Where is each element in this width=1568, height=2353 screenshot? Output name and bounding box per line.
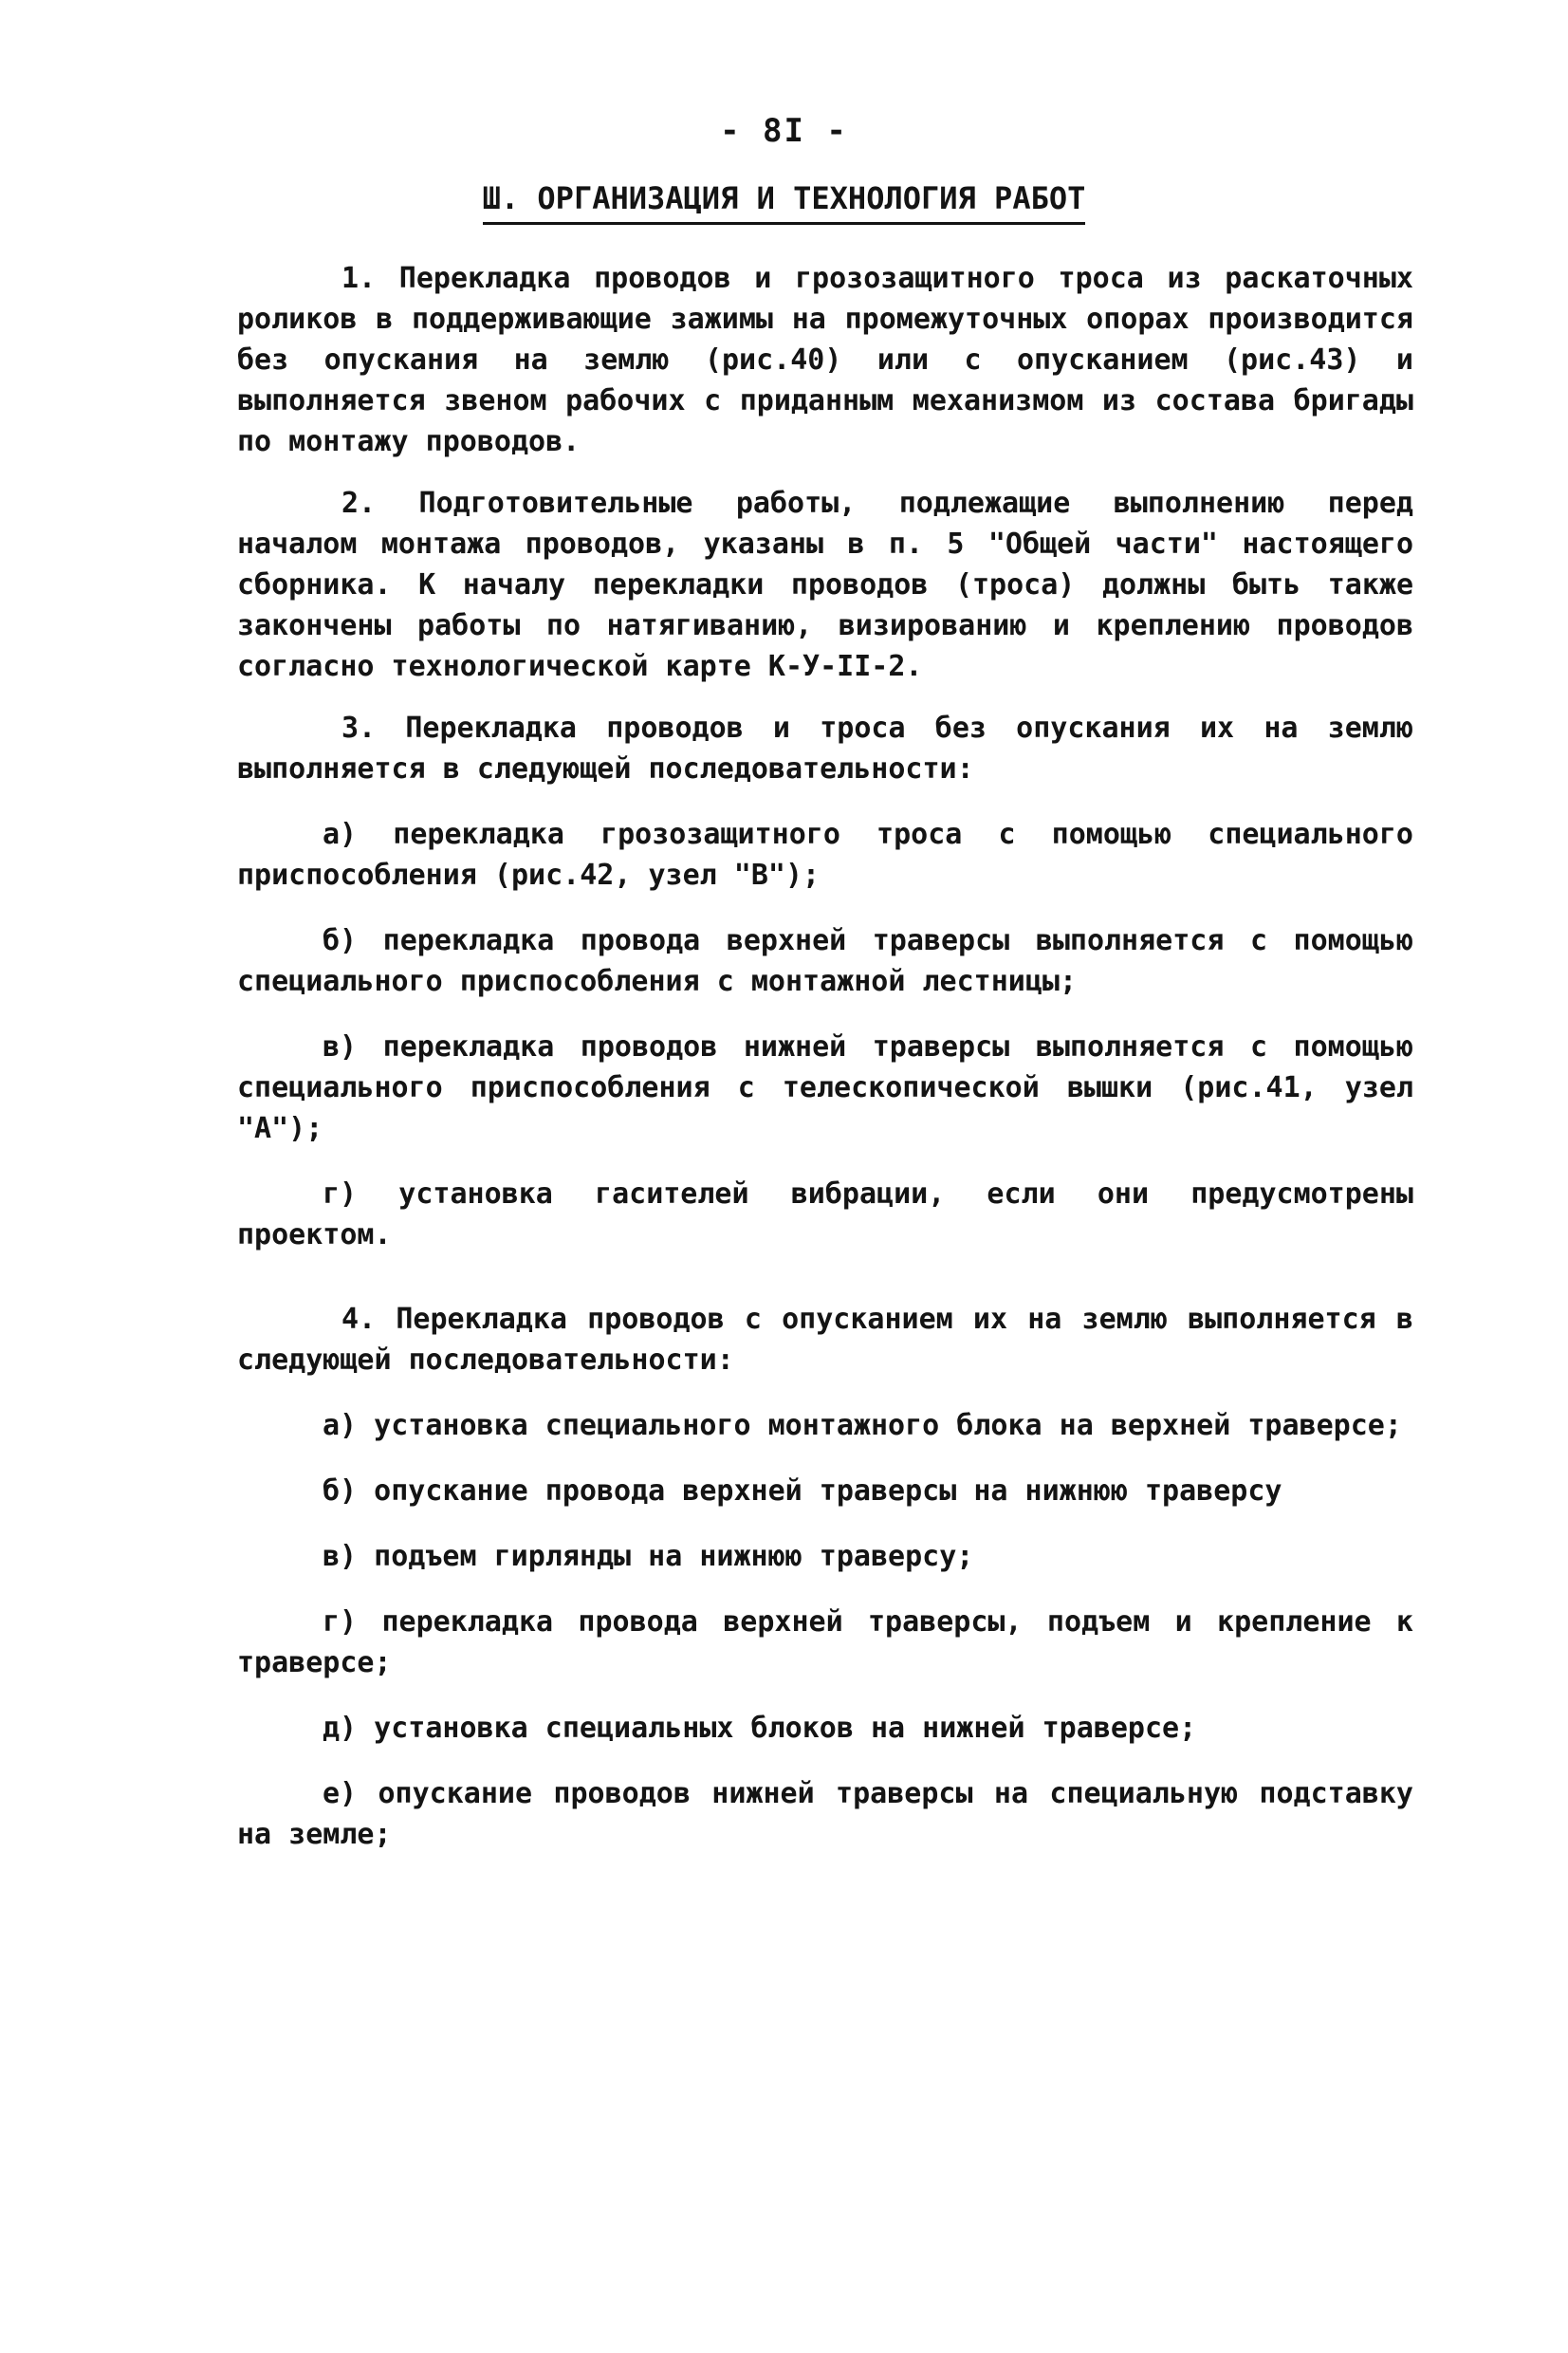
page-number: - 8I - xyxy=(720,112,848,150)
paragraph-4-item-e: е) опускание проводов нижней траверсы на специальную подставку на земле; xyxy=(237,1777,1413,1851)
paragraph-4-item-a: а) установка специального монтажного блока на верхней траверсе; xyxy=(323,1409,1402,1442)
paragraph-3-item-b: б) перекладка провода верхней траверсы выполняется с помощью специального приспособления с монтажной лестницы; xyxy=(237,924,1413,998)
paragraph-4-item-g: г) перекладка провода верхней траверсы, подъем и крепление к траверсе; xyxy=(237,1605,1413,1679)
paragraph-4-item-v: в) подъем гирлянды на нижнюю траверсу; xyxy=(323,1540,974,1573)
section-title xyxy=(0,180,1568,225)
paragraph-1: 1. Перекладка проводов и грозозащитного троса из раскаточных роликов в поддерживающие зажимы на промежуточных опорах производится без опускания на землю (рис.40) или с опусканием (рис.43) и выполняется звеном рабочих с приданным механизмом из состава бригады по монтажу проводов. xyxy=(237,262,1413,458)
paragraph-2: 2. Подготовительные работы, подлежащие выполнению перед началом монтажа проводов, указаны в п. 5 "Общей части" настоящего сборника. К началу перекладки проводов (троса) должны быть также закончены работы по натягиванию, визированию и креплению проводов согласно технологической карте К-У-II-2. xyxy=(237,487,1413,683)
document-body xyxy=(237,258,1413,1855)
paragraph-4-item-d: д) установка специальных блоков на нижней траверсе; xyxy=(323,1712,1197,1745)
paragraph-3: 3. Перекладка проводов и троса без опускания их на землю выполняется в следующей последовательности: xyxy=(237,712,1413,786)
paragraph-3-item-g: г) установка гасителей вибрации, если они предусмотрены проектом. xyxy=(237,1177,1413,1251)
paragraph-3-item-a: а) перекладка грозозащитного троса с помощью специального приспособления (рис.42, узел "В"); xyxy=(237,818,1413,892)
paragraph-4: 4. Перекладка проводов с опусканием их на землю выполняется в следующей последовательности: xyxy=(237,1303,1413,1377)
paragraph-4-item-b: б) опускание провода верхней траверсы на нижнюю траверсу xyxy=(323,1474,1282,1508)
paragraph-3-item-v: в) перекладка проводов нижней траверсы выполняется с помощью специального приспособления с телескопической вышки (рис.41, узел "А"); xyxy=(237,1030,1413,1145)
section-title-text: Ш. ОРГАНИЗАЦИЯ И ТЕХНОЛОГИЯ РАБОТ xyxy=(483,180,1086,225)
